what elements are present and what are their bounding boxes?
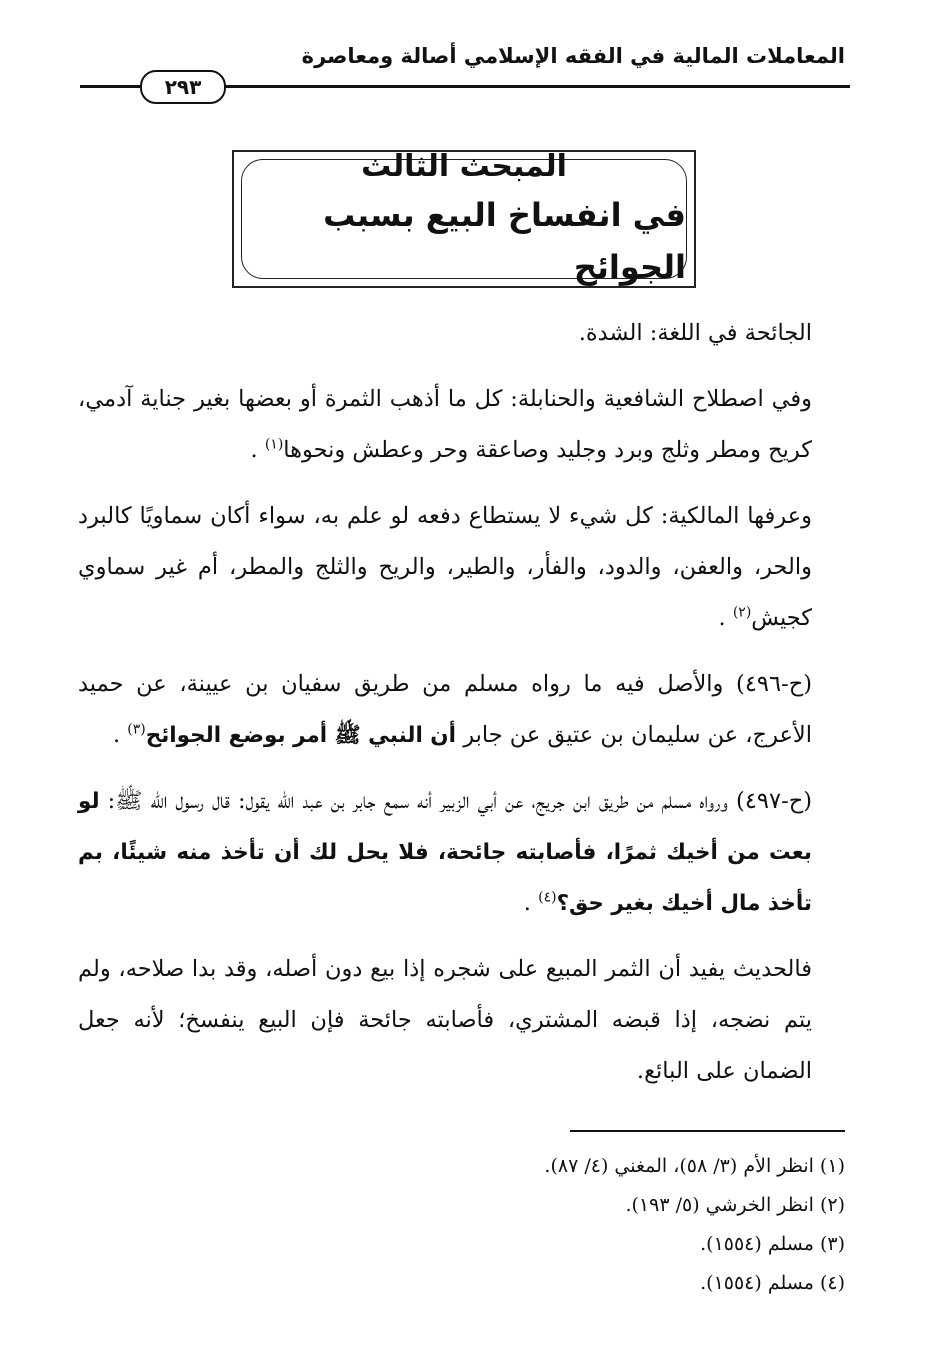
section-title-frame: [241, 149, 687, 286]
section-title-line1: المبحث الثالث: [361, 149, 567, 184]
footnote-ref-1[interactable]: (١): [264, 436, 284, 453]
footnote-ref-2[interactable]: (٢): [732, 604, 752, 621]
footnote-ref-3[interactable]: (٣): [127, 721, 146, 738]
footnote-1: (١) انظر الأم (٣/ ٥٨)، المغني (٤/ ٨٧).: [544, 1155, 845, 1177]
page-number: ٢٩٣: [140, 70, 226, 104]
paragraph-2: وفي اصطلاح الشافعية والحنابلة: كل ما أذهب الثمرة أو بعضها بغير جناية آدمي، كريح ومطر وثلج وبرد وجليد وصاعقة وحر وعطش ونحوها$^{(١)}$ .: [78, 386, 812, 463]
paragraph-6: فالحديث يفيد أن الثمر المبيع على شجره إذا بيع دون أصله، وقد بدا صلاحه، ولم يتم نضجه، إذا قبضه المشتري، فأصابته جائحة فإن البيع ينفسخ؛ لأنه جعل الضمان على البائع.: [78, 956, 812, 1084]
footnote-ref-4[interactable]: (٤): [538, 889, 557, 906]
hadith-quote-2: لو بعت من أخيك ثمرًا، فأصابته جائحة، فلا يحل لك أن تأخذ منه شيئًا، بم تأخذ مال أخيك بغير حق؟: [78, 789, 812, 916]
footnote-4: (٤) مسلم (١٥٥٤).: [700, 1272, 845, 1294]
body-text: [78, 308, 846, 1112]
paragraph-3: وعرفها المالكية: كل شيء لا يستطاع دفعه لو علم به، سواء أكان سماويًا كالبرد والحر، والعفن، والدود، والفأر، والطير، والريح والثلج والمطر، أم غير سماوي كجيش$^{(٢)}$ .: [78, 503, 812, 631]
paragraph-5: (ح-٤٩٧) ورواه مسلم من طريق ابن جريج، عن أبي الزبير أنه سمع جابر بن عبد الله يقول: قال رسول الله ﷺ: لو بعت من أخيك ثمرًا، فأصابته جائحة، فلا يحل لك أن تأخذ منه شيئًا، بم تأخذ مال أخيك بغير حق؟$^{(٤)}$ .: [78, 788, 812, 916]
paragraph-1: الجائحة في اللغة: الشدة.: [578, 320, 812, 346]
hadith-quote-1: أن النبي ﷺ أمر بوضع الجوائح: [145, 723, 457, 748]
footnote-separator: [570, 1130, 845, 1132]
section-title-line2: في انفساخ البيع بسبب الجوائح: [323, 196, 686, 286]
footnote-3: (٣) مسلم (١٥٥٤).: [700, 1233, 845, 1255]
section-title-box: [232, 150, 696, 288]
footnote-2: (٢) انظر الخرشي (٥/ ١٩٣).: [625, 1194, 845, 1216]
running-header-title: المعاملات المالية في الفقه الإسلامي أصالة ومعاصرة: [301, 44, 845, 68]
footnotes: [145, 1147, 845, 1303]
paragraph-4: (ح-٤٩٦) والأصل فيه ما رواه مسلم من طريق سفيان بن عيينة، عن حميد الأعرج، عن سليمان بن عتيق عن جابر أن النبي ﷺ أمر بوضع الجوائح$^{(٣)}$ .: [78, 671, 812, 748]
